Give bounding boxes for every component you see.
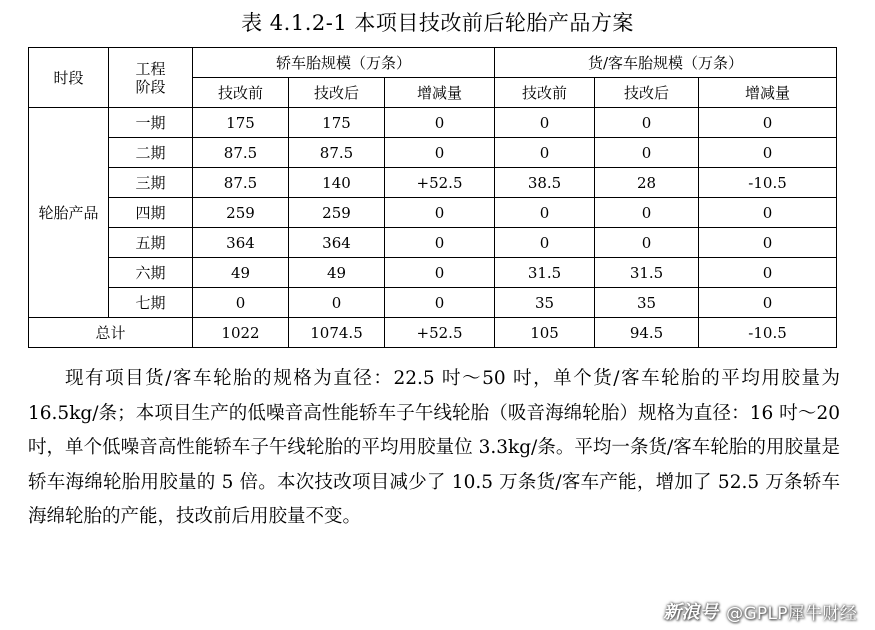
- table-row: [29, 108, 837, 138]
- value-cell: 0: [699, 288, 837, 318]
- watermark: [663, 598, 857, 624]
- total-row: [29, 318, 837, 348]
- header-row-1: [29, 48, 837, 78]
- value-cell: 364: [193, 228, 289, 258]
- value-cell: 259: [193, 198, 289, 228]
- table-row: [29, 288, 837, 318]
- stage-header-line2: 阶段: [135, 77, 166, 96]
- value-cell: 87.5: [193, 168, 289, 198]
- period-header: 时段: [29, 48, 109, 108]
- total-cell: 1022: [193, 318, 289, 348]
- stage-cell: 一期: [109, 108, 193, 138]
- table-row: [29, 228, 837, 258]
- value-cell: 140: [289, 168, 385, 198]
- stage-header-line1: 工程: [135, 59, 166, 78]
- value-cell: 0: [495, 198, 595, 228]
- total-cell: 94.5: [595, 318, 699, 348]
- value-cell: 175: [289, 108, 385, 138]
- value-cell: 0: [699, 258, 837, 288]
- total-cell: -10.5: [699, 318, 837, 348]
- tire-product-table: [28, 47, 837, 348]
- value-cell: 28: [595, 168, 699, 198]
- watermark-logo: 新浪号: [663, 602, 719, 623]
- value-cell: 0: [595, 108, 699, 138]
- table-title: 表 4.1.2-1 本项目技改前后轮胎产品方案: [241, 11, 634, 35]
- table-row: [29, 138, 837, 168]
- stage-cell: 四期: [109, 198, 193, 228]
- total-label: 总计: [29, 318, 193, 348]
- value-cell: 0: [385, 198, 495, 228]
- stage-cell: 三期: [109, 168, 193, 198]
- sub-header: 技改后: [289, 78, 385, 108]
- value-cell: 87.5: [193, 138, 289, 168]
- table-row: [29, 258, 837, 288]
- sub-header: 技改前: [193, 78, 289, 108]
- value-cell: 0: [699, 228, 837, 258]
- value-cell: 31.5: [495, 258, 595, 288]
- value-cell: 31.5: [595, 258, 699, 288]
- value-cell: 49: [289, 258, 385, 288]
- stage-cell: 二期: [109, 138, 193, 168]
- value-cell: 0: [495, 228, 595, 258]
- truck-group-header: 货/客车胎规模（万条）: [495, 48, 837, 78]
- period-label: 轮胎产品: [29, 108, 109, 318]
- value-cell: 38.5: [495, 168, 595, 198]
- value-cell: 0: [595, 138, 699, 168]
- value-cell: 259: [289, 198, 385, 228]
- value-cell: 0: [385, 108, 495, 138]
- value-cell: 0: [385, 228, 495, 258]
- value-cell: 0: [193, 288, 289, 318]
- value-cell: 175: [193, 108, 289, 138]
- total-cell: 105: [495, 318, 595, 348]
- sub-header: 增减量: [385, 78, 495, 108]
- value-cell: 0: [595, 228, 699, 258]
- value-cell: 364: [289, 228, 385, 258]
- value-cell: 0: [595, 198, 699, 228]
- value-cell: 0: [699, 198, 837, 228]
- value-cell: 0: [385, 288, 495, 318]
- value-cell: 0: [495, 108, 595, 138]
- sub-header: 技改后: [595, 78, 699, 108]
- total-cell: 1074.5: [289, 318, 385, 348]
- value-cell: 0: [699, 108, 837, 138]
- value-cell: 0: [385, 138, 495, 168]
- value-cell: 35: [595, 288, 699, 318]
- table-row: [29, 198, 837, 228]
- table-row: [29, 168, 837, 198]
- sub-header: 增减量: [699, 78, 837, 108]
- value-cell: 0: [385, 258, 495, 288]
- stage-cell: 七期: [109, 288, 193, 318]
- value-cell: +52.5: [385, 168, 495, 198]
- car-group-header: 轿车胎规模（万条）: [193, 48, 495, 78]
- value-cell: 49: [193, 258, 289, 288]
- value-cell: 87.5: [289, 138, 385, 168]
- total-cell: +52.5: [385, 318, 495, 348]
- value-cell: 0: [289, 288, 385, 318]
- value-cell: 0: [699, 138, 837, 168]
- value-cell: 0: [495, 138, 595, 168]
- sub-header: 技改前: [495, 78, 595, 108]
- value-cell: -10.5: [699, 168, 837, 198]
- watermark-text: @GPLP犀牛财经: [726, 603, 857, 624]
- value-cell: 35: [495, 288, 595, 318]
- stage-cell: 五期: [109, 228, 193, 258]
- stage-cell: 六期: [109, 258, 193, 288]
- stage-header: [109, 48, 193, 108]
- body-paragraph: 现有项目货/客车轮胎的规格为直径：22.5 吋～50 吋，单个货/客车轮胎的平均用胶量为 16.5kg/条；本项目生产的低噪音高性能轿车子午线轮胎（吸音海绵轮胎）规格为直径：16 吋～20 吋，单个低噪音高性能轿车子午线轮胎的平均用胶量位 3.3kg/条。平均一条货/客车轮胎的用胶量是轿车海绵轮胎用胶量的 5 倍。本次技改项目减少了 10.5 万条货/客车产能，增加了 52.5 万条轿车海绵轮胎的产能，技改前后用胶量不变。: [28, 368, 840, 527]
